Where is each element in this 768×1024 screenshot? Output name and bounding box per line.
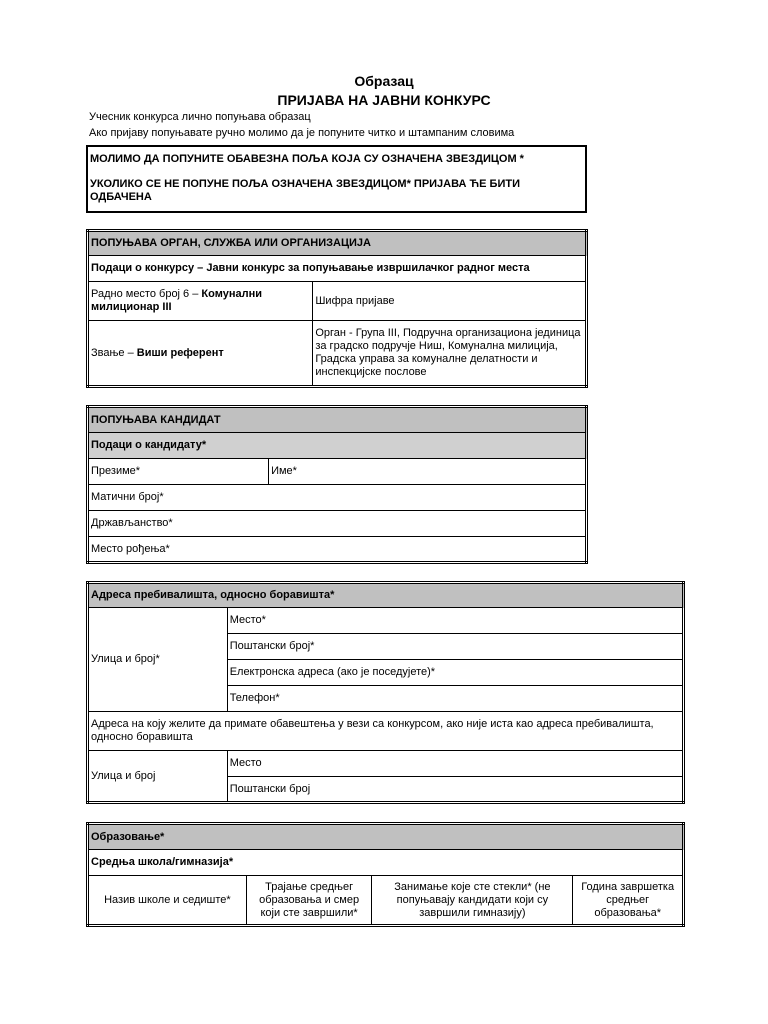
place-field[interactable]: Место* xyxy=(227,608,683,634)
application-code-field[interactable]: Шифра пријаве xyxy=(313,282,587,321)
email-field[interactable]: Електронска адреса (ако је поседујете)* xyxy=(227,660,683,686)
surname-field[interactable]: Презиме* xyxy=(88,459,269,485)
form-subtitle: ПРИЈАВА НА ЈАВНИ КОНКУРС xyxy=(277,92,491,108)
birthplace-field[interactable]: Место рођења* xyxy=(88,537,587,563)
position-title: Комунални милиционар III xyxy=(91,288,262,313)
rank-prefix: Звање – xyxy=(91,346,137,359)
secondary-school-subheader: Средња школа/гимназија* xyxy=(88,850,684,876)
col-school-name: Назив школе и седиште* xyxy=(88,876,247,926)
col-graduation-year: Година завршетка средњег образовања* xyxy=(573,876,684,926)
education-section-header: Образовање* xyxy=(88,824,684,850)
position-cell xyxy=(88,282,313,321)
mandatory-warning-box xyxy=(86,145,587,213)
instruction-line-2: Ако пријаву попуњавате ручно молимо да је попуните читко и штампаним словима xyxy=(89,127,515,139)
col-duration: Трајање средњег образовања и смер који сте завршили* xyxy=(246,876,372,926)
postal-code-field[interactable]: Поштански број* xyxy=(227,634,683,660)
warning-line-2: УКОЛИКО СЕ НЕ ПОПУНЕ ПОЉА ОЗНАЧЕНА ЗВЕЗДИЦОМ* ПРИЈАВА ЋЕ БИТИ xyxy=(90,178,520,190)
candidate-data-subheader: Подаци о кандидату* xyxy=(88,433,587,459)
competition-info: Подаци о конкурсу – Јавни конкурс за попуњавање извршилачког радног места xyxy=(88,256,587,282)
warning-line-3: ОДБАЧЕНА xyxy=(90,191,152,203)
education-section-table xyxy=(86,822,685,927)
phone-field[interactable]: Телефон* xyxy=(227,686,683,712)
alternate-address-note: Адреса на коју желите да примате обавештења у вези са конкурсом, ако није иста као адреса пребивалишта, односно боравишта xyxy=(88,712,684,751)
organ-description: Орган - Група III, Подручна организациона јединица за градско подручје Ниш, Комунална милиција, Градска управа за комуналне делатности и инспекцијске послове xyxy=(313,321,587,387)
name-field[interactable]: Име* xyxy=(269,459,587,485)
rank-cell xyxy=(88,321,313,387)
candidate-section-table xyxy=(86,405,588,564)
street-field[interactable]: Улица и број* xyxy=(88,608,228,712)
position-prefix: Радно место број 6 – xyxy=(91,288,202,300)
instruction-line-1: Учесник конкурса лично попуњава образац xyxy=(89,111,311,123)
jmbg-field[interactable]: Матични број* xyxy=(88,485,587,511)
candidate-section-header: ПОПУЊАВА КАНДИДАТ xyxy=(88,407,587,433)
citizenship-field[interactable]: Држављанство* xyxy=(88,511,587,537)
alt-postal-code-field[interactable]: Поштански број xyxy=(227,777,683,803)
warning-line-1: МОЛИМО ДА ПОПУНИТЕ ОБАВЕЗНА ПОЉА КОЈА СУ ОЗНАЧЕНА ЗВЕЗДИЦОМ * xyxy=(90,153,524,165)
address-section-header: Адреса пребивалишта, односно боравишта* xyxy=(88,583,684,608)
col-occupation: Занимање које сте стекли* (не попуњавају кандидати који су завршили гимназију) xyxy=(372,876,573,926)
organ-section-header: ПОПУЊАВА ОРГАН, СЛУЖБА ИЛИ ОРГАНИЗАЦИЈА xyxy=(88,231,587,256)
form-title: Образац xyxy=(354,73,414,89)
organ-section-table xyxy=(86,229,588,388)
alt-street-field[interactable]: Улица и број xyxy=(88,751,228,803)
rank-title: Виши референт xyxy=(136,346,224,359)
alt-place-field[interactable]: Место xyxy=(227,751,683,777)
address-section-table xyxy=(86,581,685,804)
